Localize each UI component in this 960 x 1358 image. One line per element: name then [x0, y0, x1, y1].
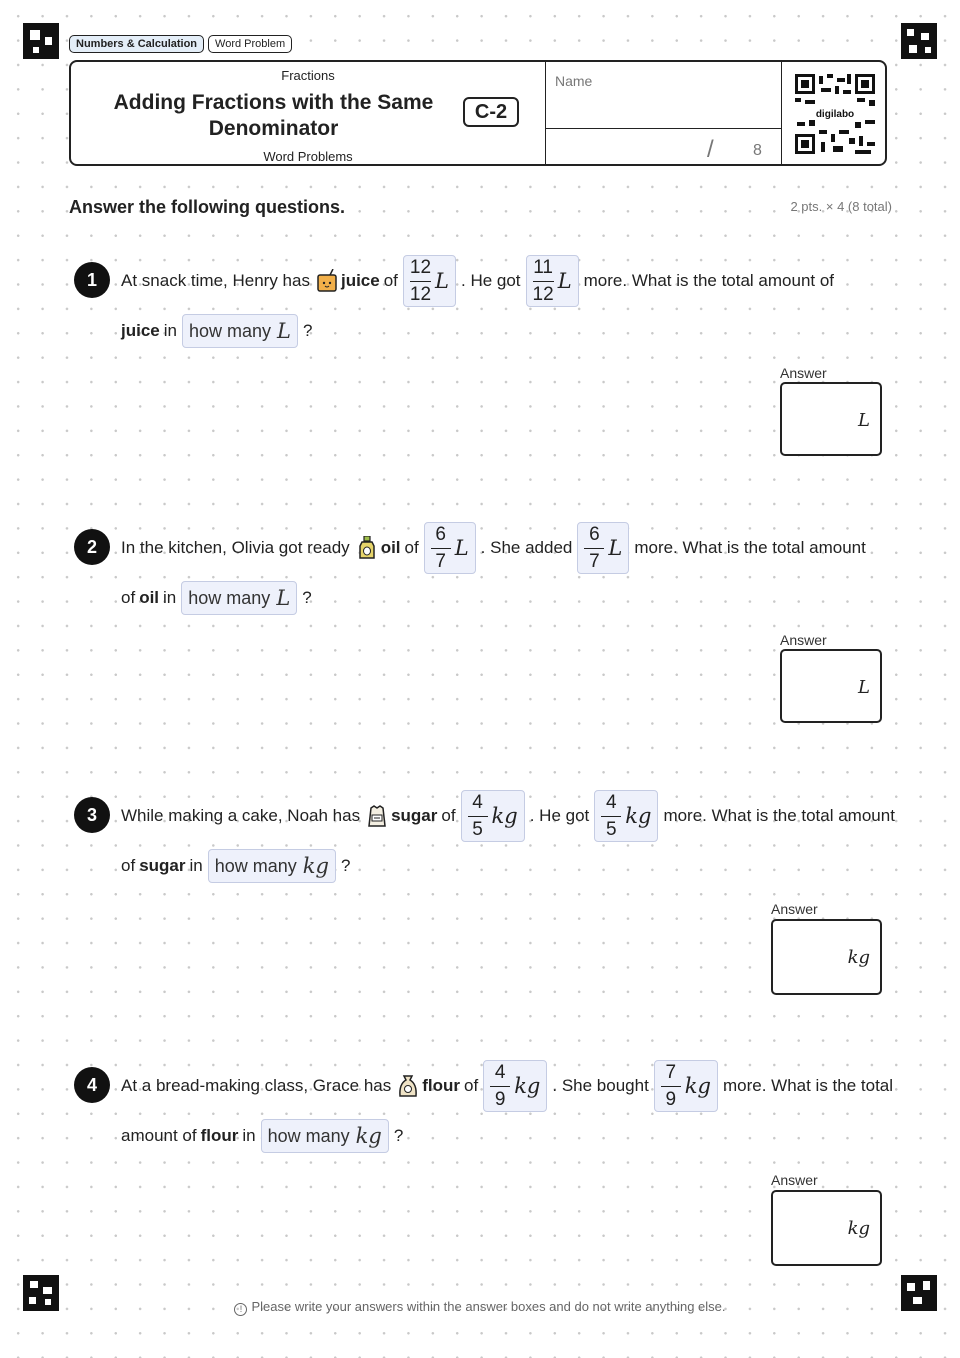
question-text: While making a cake, Noah has — [121, 806, 361, 825]
item-name: sugar — [391, 806, 438, 825]
tag-word-problem[interactable]: Word Problem — [208, 35, 292, 53]
question-text: more. What is the total amount of — [583, 271, 835, 290]
how-many-box — [261, 1119, 389, 1153]
how-many-text: how many — [188, 587, 271, 608]
denominator: 9 — [494, 1088, 506, 1110]
question-text-line — [119, 846, 352, 886]
numerator: 4 — [605, 791, 617, 813]
numerator: 4 — [472, 791, 483, 813]
denominator: 12 — [409, 283, 432, 305]
question-text: of — [464, 1076, 479, 1095]
item-name: flour — [200, 1126, 239, 1145]
footer-note — [0, 1299, 960, 1316]
question-text: in — [163, 321, 177, 340]
question-text-line — [119, 578, 314, 618]
header-divider — [781, 62, 782, 164]
question-text: At a bread-making class, Grace has — [121, 1076, 392, 1095]
fraction-box — [577, 522, 629, 574]
question-mark: ? — [302, 321, 313, 340]
corner-marker-top-right — [901, 23, 937, 59]
how-many-text: how many — [267, 1125, 350, 1146]
unit: L — [435, 269, 449, 293]
unit: kg — [684, 1074, 711, 1098]
question-text: in — [189, 856, 203, 875]
question-text: . She added — [480, 538, 573, 557]
item-name: flour — [422, 1076, 461, 1095]
question-mark: ? — [340, 856, 351, 875]
tag-numbers-calculation[interactable]: Numbers & Calculation — [69, 35, 204, 53]
how-many-box — [182, 314, 298, 348]
unit: L — [608, 536, 623, 560]
question-text-line — [119, 311, 314, 351]
oil-bottle-icon — [356, 536, 378, 560]
how-many-box — [181, 581, 297, 615]
denominator: 9 — [665, 1088, 677, 1110]
fraction — [431, 524, 451, 573]
numerator: 7 — [665, 1061, 677, 1083]
header-subtitle: Word Problems — [263, 149, 353, 164]
question-text: in — [163, 588, 177, 607]
question-text-line — [119, 786, 897, 846]
fraction-box — [483, 1060, 547, 1112]
fraction-box — [594, 790, 658, 842]
unit: kg — [514, 1074, 541, 1098]
numerator: 6 — [589, 523, 600, 545]
fraction-box — [526, 255, 579, 307]
question-text-line — [119, 1116, 405, 1156]
header-category: Fractions — [281, 68, 335, 83]
page-title: Adding Fractions with the Same Denominator — [113, 91, 434, 140]
flour-sack-icon — [397, 1074, 419, 1098]
question-text-line — [119, 251, 836, 311]
question-text: more. What is the total — [722, 1076, 894, 1095]
how-many-box — [208, 849, 336, 883]
score-slash: / — [707, 136, 714, 163]
denominator: 5 — [605, 818, 617, 840]
fraction — [533, 257, 554, 306]
denominator: 5 — [472, 818, 483, 840]
question-text-line — [119, 1056, 895, 1116]
item-name: oil — [380, 538, 401, 557]
question-text: of — [404, 538, 419, 557]
info-icon: ! — [234, 1303, 247, 1316]
juice-box-icon — [316, 269, 338, 293]
answer-unit: kg — [847, 947, 870, 968]
numerator: 11 — [533, 256, 553, 278]
unit: L — [454, 536, 469, 560]
tag-list — [69, 35, 292, 53]
unit: L — [557, 269, 572, 293]
denominator: 7 — [435, 550, 446, 572]
unit: kg — [355, 1124, 382, 1148]
question-number: 2 — [74, 529, 110, 565]
answer-box[interactable] — [771, 919, 882, 995]
worksheet-header — [69, 60, 887, 166]
numerator: 6 — [435, 523, 446, 545]
footer-text: Please write your answers within the answer boxes and do not write anything else. — [251, 1299, 726, 1314]
question-text-line — [119, 518, 868, 578]
question-text: . He got — [461, 271, 521, 290]
numerator: 4 — [494, 1061, 506, 1083]
question-number: 4 — [74, 1067, 110, 1103]
unit: kg — [625, 804, 652, 828]
answer-label: Answer — [780, 365, 827, 381]
score-total: 8 — [753, 142, 762, 159]
sugar-bag-icon — [366, 804, 388, 828]
question-text: . He got — [529, 806, 590, 825]
question-text: At snack time, Henry has — [121, 271, 310, 290]
answer-box[interactable] — [771, 1190, 882, 1266]
fraction — [490, 1062, 510, 1111]
question-text: of — [383, 271, 398, 290]
unit: L — [277, 319, 291, 343]
answer-label: Answer — [771, 1172, 818, 1188]
qr-code-icon — [793, 72, 877, 156]
question-text: In the kitchen, Olivia got ready — [121, 538, 350, 557]
question-mark: ? — [302, 588, 312, 607]
question-text: of — [441, 806, 456, 825]
fraction-box — [403, 255, 456, 307]
item-name: juice — [340, 271, 380, 290]
answer-unit: L — [858, 410, 870, 431]
answer-box[interactable] — [780, 382, 882, 456]
question-text: more. What is the total amount — [663, 806, 895, 825]
unit: kg — [491, 804, 518, 828]
denominator: 7 — [589, 550, 600, 572]
denominator: 12 — [532, 283, 554, 305]
question-number: 1 — [74, 262, 110, 298]
name-field[interactable] — [547, 64, 779, 127]
name-field-label: Name — [555, 73, 593, 89]
header-divider — [545, 128, 781, 129]
header-divider — [545, 62, 546, 164]
how-many-text: how many — [214, 855, 297, 876]
answer-unit: L — [858, 677, 870, 698]
answer-label: Answer — [780, 632, 827, 648]
unit: L — [276, 586, 291, 610]
answer-box[interactable] — [780, 649, 882, 723]
fraction-box — [461, 790, 525, 842]
answer-unit: kg — [847, 1218, 870, 1239]
instructions: Answer the following questions. — [69, 197, 346, 217]
question-text: in — [242, 1126, 256, 1145]
item-name: oil — [139, 588, 160, 607]
worksheet-code: C-2 — [463, 97, 519, 127]
corner-marker-top-left — [23, 23, 59, 59]
numerator: 12 — [409, 256, 432, 278]
fraction — [661, 1062, 681, 1111]
fraction-box — [654, 1060, 718, 1112]
points-info: 2 pts. × 4 (8 total) — [790, 199, 892, 214]
unit: kg — [302, 854, 329, 878]
item-name: juice — [121, 321, 160, 340]
answer-label: Answer — [771, 901, 818, 917]
qr-label: digilabo — [815, 109, 855, 120]
question-text: more. What is the total amount — [634, 538, 866, 557]
fraction — [410, 257, 431, 306]
question-number: 3 — [74, 797, 110, 833]
how-many-text: how many — [188, 320, 272, 341]
fraction — [468, 792, 488, 841]
fraction-box — [424, 522, 476, 574]
question-text: amount of — [121, 1126, 197, 1145]
question-text: of — [121, 588, 136, 607]
question-text: of — [121, 856, 136, 875]
item-name: sugar — [139, 856, 186, 875]
question-text: . She bought — [552, 1076, 649, 1095]
fraction — [584, 524, 604, 573]
fraction — [601, 792, 621, 841]
question-mark: ? — [393, 1126, 404, 1145]
